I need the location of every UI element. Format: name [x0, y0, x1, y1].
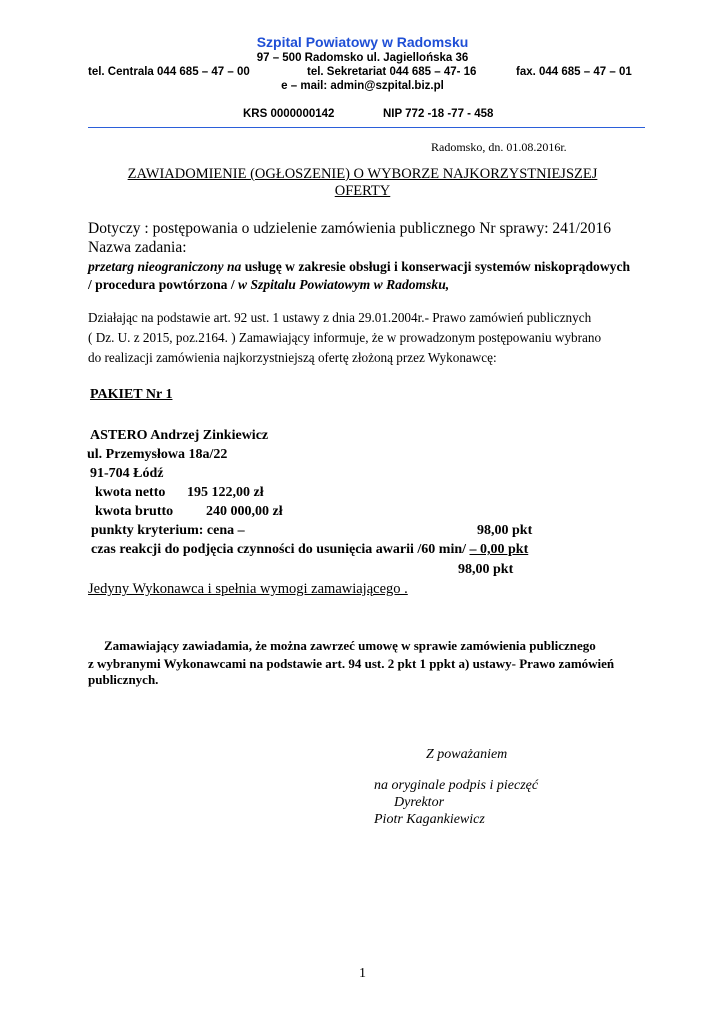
notice-line-3: publicznych.	[88, 672, 159, 687]
contractor-city: 91-704 Łódź	[90, 466, 164, 481]
hospital-address: 97 – 500 Radomsko ul. Jagiellońska 36	[256, 52, 469, 64]
gross-amount-value: 240 000,00 zł	[206, 504, 283, 519]
original-signature-note: na oryginale podpis i pieczęć	[374, 778, 539, 793]
tel-secretariat: tel. Sekretariat 044 685 – 47- 16	[307, 66, 477, 78]
title-line-2: OFERTY	[334, 183, 391, 199]
subject-line: Dotyczy : postępowania o udzielenie zamówienia publicznego Nr sprawy: 241/2016	[88, 220, 611, 237]
regards: Z poważaniem	[426, 747, 508, 762]
response-time-criterion	[91, 542, 528, 558]
gross-amount-label: kwota brutto	[95, 504, 174, 519]
hospital-name: Szpital Powiatowy w Radomsku	[256, 34, 469, 50]
price-criterion-label: punkty kryterium: cena –	[91, 523, 245, 538]
notice-line-2: z wybranymi Wykonawcami na podstawie art. 94 ust. 2 pkt 1 ppkt a) ustawy- Prawo zamówień	[88, 656, 615, 671]
header-divider	[88, 127, 645, 128]
sole-contractor-note: Jedyny Wykonawca i spełnia wymogi zamawiającego .	[88, 581, 408, 597]
signatory-name: Piotr Kagankiewicz	[374, 812, 485, 827]
task-description-line-1	[88, 259, 630, 275]
nip-number: NIP 772 -18 -77 - 458	[383, 108, 494, 120]
task-description-line-2	[88, 277, 449, 293]
task-name-label: Nazwa zadania:	[88, 239, 187, 256]
task-type: przetarg nieograniczony na	[88, 259, 242, 274]
total-points: 98,00 pkt	[458, 562, 514, 577]
title-line-1: ZAWIADOMIENIE (OGŁOSZENIE) O WYBORZE NAJKORZYSTNIEJSZEJ	[127, 166, 598, 182]
place-date: Radomsko, dn. 01.08.2016r.	[431, 140, 567, 154]
contractor-name: ASTERO Andrzej Zinkiewicz	[90, 428, 269, 443]
notice-line-1: Zamawiający zawiadamia, że można zawrzeć umowę w sprawie zamówienia publicznego	[104, 638, 596, 653]
legal-line-1: Działając na podstawie art. 92 ust. 1 ustawy z dnia 29.01.2004r.- Prawo zamówień publicznych	[88, 310, 592, 325]
signatory-position: Dyrektor	[394, 795, 445, 810]
legal-line-2: ( Dz. U. z 2015, poz.2164. ) Zamawiający informuje, że w prowadzonym postępowaniu wybrano	[88, 330, 602, 345]
krs-number: KRS 0000000142	[243, 108, 335, 120]
package-label: PAKIET Nr 1	[90, 387, 173, 402]
task-location: w Szpitalu Powiatowym w Radomsku,	[238, 277, 450, 292]
fax: fax. 044 685 – 47 – 01	[516, 66, 632, 78]
response-time-value: – 0,00 pkt	[469, 542, 529, 557]
task-scope: usługę w zakresie obsługi i konserwacji systemów niskoprądowych	[241, 259, 631, 274]
response-time-label: czas reakcji do podjęcia czynności do usunięcia awarii /60 min/	[91, 542, 470, 557]
legal-line-3: do realizacji zamówienia najkorzystniejszą ofertę złożoną przez Wykonawcę:	[88, 350, 497, 365]
net-amount-label: kwota netto	[95, 485, 166, 500]
page-number: 1	[359, 966, 366, 981]
contractor-street: ul. Przemysłowa 18a/22	[87, 447, 228, 462]
price-criterion-value: 98,00 pkt	[477, 523, 533, 538]
tel-central: tel. Centrala 044 685 – 47 – 00	[88, 66, 250, 78]
email: e – mail: admin@szpital.biz.pl	[281, 80, 444, 92]
net-amount-value: 195 122,00 zł	[187, 485, 264, 500]
task-procedure: / procedura powtórzona /	[88, 277, 239, 292]
